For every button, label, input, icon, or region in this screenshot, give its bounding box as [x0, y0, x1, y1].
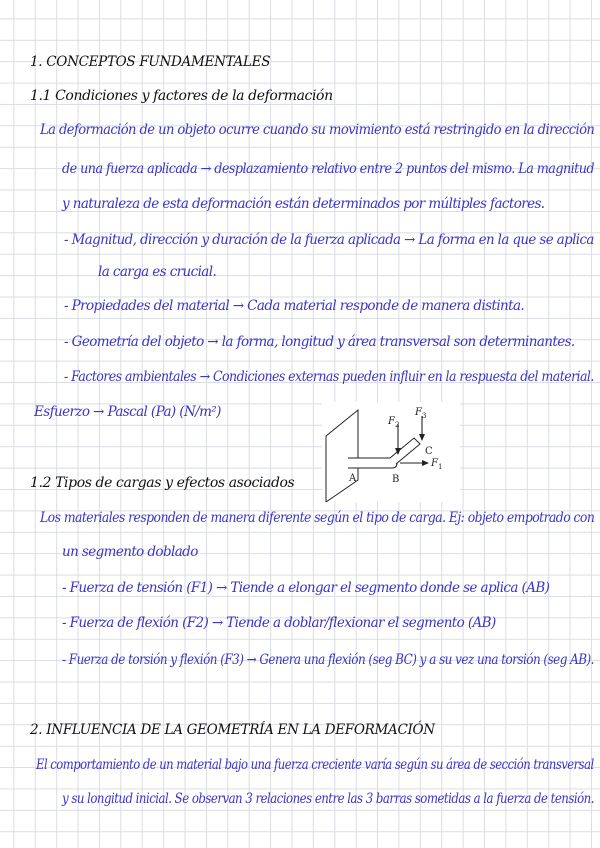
paragraph-line: un segmento doblado: [62, 544, 198, 560]
bullet-item: - Magnitud, dirección y duración de la fuerza aplicada → La forma en la que se aplica: [64, 232, 594, 248]
bar-segment-ab: [348, 458, 397, 468]
subsection-heading: 1.1 Condiciones y factores de la deformación: [30, 88, 333, 104]
subsection-heading: 1.2 Tipos de cargas y efectos asociados: [30, 475, 295, 491]
bullet-item: - Geometría del objeto → la forma, longitud y área transversal son determinantes.: [64, 334, 575, 350]
section-heading: 2. INFLUENCIA DE LA GEOMETRÍA EN LA DEFORMACIÓN: [30, 722, 435, 738]
force-f3-arrowhead: [419, 434, 425, 441]
section-heading: 1. CONCEPTOS FUNDAMENTALES: [30, 54, 271, 70]
embedded-bar-diagram: [322, 402, 460, 502]
bullet-item: - Fuerza de torsión y flexión (F3) → Genera una flexión (seg BC) y a su vez una torsión (seg AB).: [62, 652, 594, 668]
force-f1-arrowhead: [422, 460, 429, 466]
point-a-label: A: [349, 473, 357, 484]
embedded-bar-figure: [322, 402, 460, 502]
force-f3-subscript: 3: [422, 412, 427, 420]
bullet-item: - Factores ambientales → Condiciones externas pueden influir en la respuesta del material.: [64, 369, 594, 385]
paragraph-line: La deformación de un objeto ocurre cuando su movimiento está restringido en la dirección: [40, 122, 595, 138]
paragraph-line: y naturaleza de esta deformación están determinados por múltiples factores.: [62, 196, 545, 212]
force-f1-label: F: [431, 458, 438, 469]
wall-shape: [326, 410, 358, 502]
bullet-item-continuation: la carga es crucial.: [98, 264, 217, 280]
paragraph-line: de una fuerza aplicada → desplazamiento relativo entre 2 puntos del mismo. La magnitud: [62, 161, 595, 177]
paragraph-line: y su longitud inicial. Se observan 3 relaciones entre las 3 barras sometidas a la fuerza de tensión.: [62, 791, 594, 807]
paragraph-line: El comportamiento de un material bajo una fuerza creciente varía según su área de sección transversal: [36, 757, 594, 773]
force-f3-label: F: [415, 407, 422, 418]
force-f2-label: F: [388, 416, 395, 427]
bullet-item: - Fuerza de tensión (F1) → Tiende a elongar el segmento donde se aplica (AB): [62, 580, 550, 596]
esfuerzo-note: Esfuerzo → Pascal (Pa) (N/m²): [34, 404, 221, 420]
bar-segment-bc: [390, 438, 420, 464]
force-f1-subscript: 1: [438, 463, 443, 471]
bullet-item: - Fuerza de flexión (F2) → Tiende a doblar/flexionar el segmento (AB): [62, 615, 496, 631]
point-c-label: C: [425, 446, 433, 457]
paragraph-line: Los materiales responden de manera diferente según el tipo de carga. Ej: objeto empotrado con: [40, 510, 595, 526]
bullet-item: - Propiedades del material → Cada material responde de manera distinta.: [64, 298, 525, 314]
force-f2-subscript: 2: [395, 421, 400, 429]
point-b-label: B: [392, 474, 400, 485]
